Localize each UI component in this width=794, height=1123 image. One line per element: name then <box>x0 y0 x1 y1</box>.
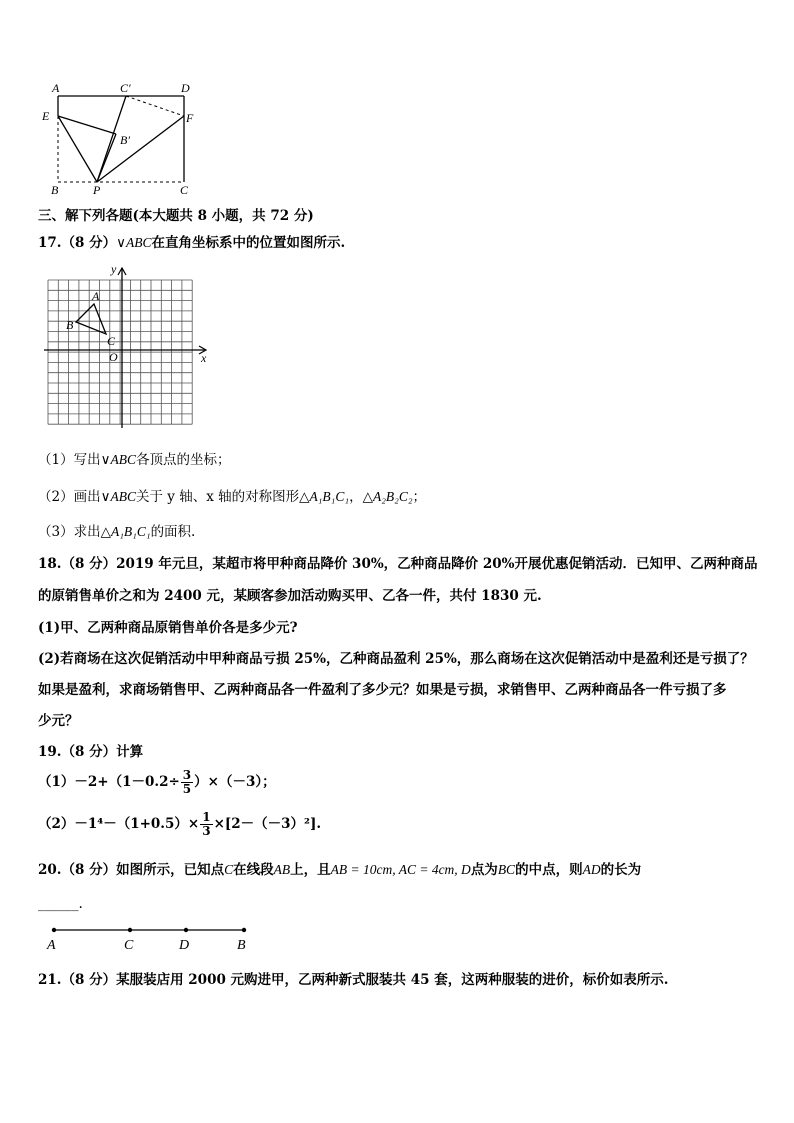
q17-sub3-triangle: △A₁B₁C₁ <box>100 524 151 539</box>
q20-point-c: C <box>224 862 234 877</box>
grid-label-A: A <box>92 289 100 303</box>
q17-sub1-text: 各顶点的坐标； <box>135 452 231 468</box>
q18-line2: 的原销售单价之和为 2400 元，某顾客参加活动购买甲、乙各一件，共付 1830 元. <box>38 588 542 604</box>
q18-sub2-line1: (2)若商场在这次促销活动中甲种商品亏损 25%，乙种商品盈利 25%，那么商场在这次促销活动中是盈利还是亏损了？ <box>38 651 754 667</box>
q20-pre: 20.（8 分）如图所示，已知点 <box>38 862 225 878</box>
q19-sub2-numerator: 1 <box>202 810 211 824</box>
q17-points: （8 分） <box>61 235 117 251</box>
q19-sub2-denominator: 3 <box>202 824 211 838</box>
q20-mid2: 上，且 <box>290 862 331 878</box>
q20-text <box>38 858 641 878</box>
q20-answer-blank: ______. <box>38 896 83 912</box>
q17-sub3-prefix: （3）求出 <box>38 524 101 540</box>
q19-sub1-pre: （1）－2+（1－0.2÷ <box>38 774 180 790</box>
grid-label-O: O <box>109 350 118 364</box>
section-heading: 三、解下列各题(本大题共 8 小题，共 72 分) <box>38 208 314 224</box>
label-B: B <box>51 183 59 197</box>
q20-given: AB = 10cm, AC = 4cm, D <box>330 862 471 877</box>
q19-sub1 <box>38 768 276 796</box>
label-F: F <box>186 111 194 125</box>
q17-sub2-end: ； <box>412 489 427 505</box>
q17-sub2-triangle: ∨ABC <box>100 489 136 504</box>
q21-text: 21.（8 分）某服装店用 2000 元购进甲，乙两种新式服装共 45 套，这两种服装的进价，标价如表所示. <box>38 972 669 988</box>
q19-sub1-denominator: 5 <box>182 782 192 796</box>
coordinate-grid-figure <box>36 260 226 430</box>
q17-sub1-triangle: ∨ABC <box>100 452 136 467</box>
q20-mid1: 在线段 <box>233 862 274 878</box>
q18-line1: 18.（8 分）2019 年元旦，某超市将甲种商品降价 30%，乙种商品降价 20%开展优惠促销活动．已知甲、乙两种商品 <box>38 556 758 572</box>
segment-label-B: B <box>237 938 246 953</box>
q17-sub3-text: 的面积. <box>150 524 196 540</box>
q19-sub1-numerator: 3 <box>182 768 192 782</box>
q19-header: 19.（8 分）计算 <box>38 744 144 760</box>
grid-label-x: x <box>201 351 207 365</box>
q18-sub2-line3: 少元？ <box>38 713 79 729</box>
label-B-prime: B′ <box>120 133 130 147</box>
segment-label-A: A <box>47 938 56 953</box>
label-A: A <box>52 81 60 95</box>
q17-sub2-triangle-1: △A₁B₁C₁ <box>299 489 350 504</box>
q19-sub2 <box>38 810 321 838</box>
q17-sub2 <box>38 485 426 505</box>
grid-label-B: B <box>66 318 74 332</box>
segment-figure <box>38 920 258 956</box>
q18-sub1: (1)甲、乙两种商品原销售单价各是多少元? <box>38 620 298 636</box>
label-D: D <box>181 81 190 95</box>
question-17 <box>38 231 345 251</box>
q18-sub2-line2: 如果是盈利，求商场销售甲、乙两种商品各一件盈利了多少元？如果是亏损，求销售甲、乙两种商品各一件亏损了多 <box>38 682 727 698</box>
segment-label-D: D <box>179 938 190 953</box>
q17-sub2-prefix: （2）画出 <box>38 489 101 505</box>
q17-sub2-triangle-2: △A₂B₂C₂ <box>362 489 413 504</box>
q20-segment-ab: AB <box>273 862 291 877</box>
q19-sub2-pre: （2）－1⁴－（1+0.5）× <box>38 816 200 832</box>
q19-sub2-fraction <box>200 811 212 838</box>
grid-label-C: C <box>107 334 116 348</box>
segment-label-C: C <box>124 938 134 953</box>
q17-sub2-text: 关于 y 轴、x 轴的对称图形 <box>135 489 300 505</box>
q17-sub3 <box>38 520 195 540</box>
q17-text: 在直角坐标系中的位置如图所示. <box>151 235 346 251</box>
rectangle-fold-figure <box>36 78 206 198</box>
grid-label-y: y <box>111 262 117 276</box>
q17-triangle: ∨ABC <box>116 235 152 250</box>
q20-mid4: 的中点，则 <box>515 862 583 878</box>
label-C: C <box>180 183 189 197</box>
q19-sub1-post: ）×（－3）； <box>194 774 276 790</box>
q19-sub2-post: ×[2－（－3）²]. <box>213 816 322 832</box>
label-P: P <box>93 183 101 197</box>
q20-end: 的长为 <box>600 862 642 878</box>
q17-sub1-prefix: （1）写出 <box>38 452 101 468</box>
label-C-prime: C′ <box>120 81 131 95</box>
q20-mid3: 点为 <box>470 862 498 878</box>
q20-segment-bc: BC <box>497 862 516 877</box>
q17-sub1 <box>38 448 230 468</box>
q20-segment-ad: AD <box>582 862 601 877</box>
q17-number: 17. <box>38 235 62 251</box>
q19-sub1-fraction <box>181 769 193 796</box>
label-E: E <box>42 109 50 123</box>
q17-sub2-sep: ， <box>349 489 363 505</box>
